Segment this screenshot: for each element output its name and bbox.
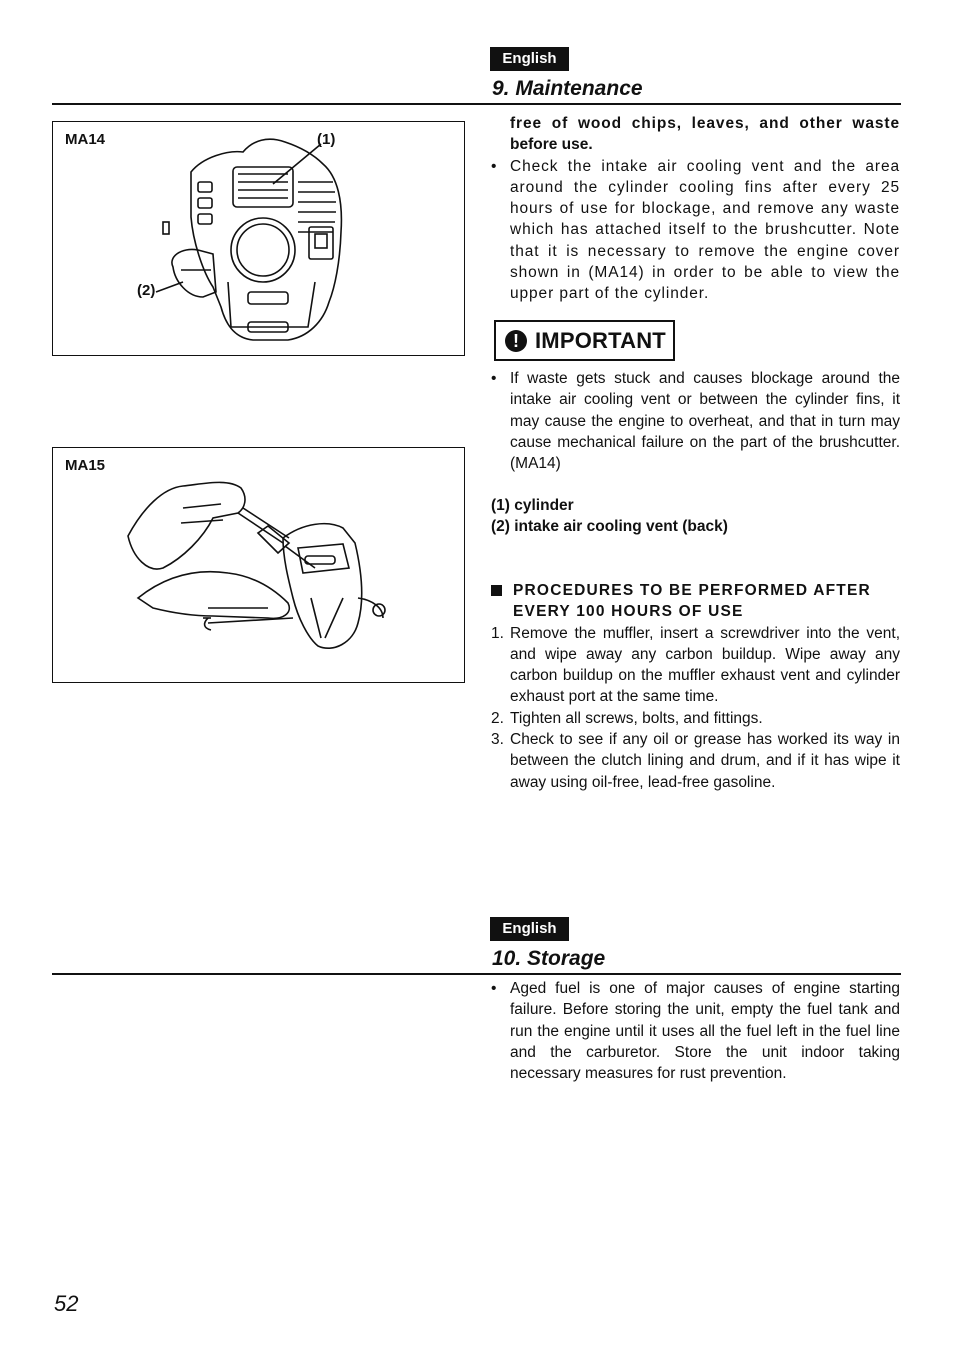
section-divider [52, 103, 901, 105]
intro-line-1: free of wood chips, leaves, and other waste [510, 115, 900, 132]
page-number: 52 [54, 1291, 79, 1316]
list-item [491, 156, 900, 305]
procedures-heading [491, 580, 900, 623]
procedures-heading-line-2: EVERY 100 HOURS OF USE [513, 603, 744, 621]
figure-label: MA15 [65, 457, 106, 474]
language-tag: English [490, 917, 569, 941]
procedures [491, 580, 900, 793]
important-label: IMPORTANT [535, 327, 666, 353]
list-item [491, 978, 900, 1084]
important-notice [494, 320, 675, 361]
step-text: Remove the muffler, insert a screwdriver into the vent, and wipe away any carbon buildup. Wipe away any carbon buildup on the muffler exhaust vent and cylinder exhaust port at the same time. [510, 624, 900, 706]
figure-legend [491, 495, 900, 538]
important-body [491, 368, 900, 474]
square-bullet-icon [491, 585, 502, 596]
callout-cylinder: (1) [317, 131, 336, 148]
bullet-mark: • [491, 370, 497, 387]
bullet-text: Check the intake air cooling vent and the area around the cylinder cooling fins after every 25 hours of use for blockage, and remove any waste which has attached itself to the brushcutter. Note that it is necessary to remove the engine cover shown in (MA14) in order to be able to view the upper part of the cylinder. [510, 157, 900, 303]
bullet-mark: • [491, 980, 497, 997]
numbered-step [491, 729, 900, 793]
list-item [491, 368, 900, 474]
storage-body [491, 978, 900, 1084]
engine-illustration [53, 122, 464, 355]
bullet-text: Aged fuel is one of major causes of engine starting failure. Before storing the unit, empty the fuel tank and run the engine until it uses all the fuel left in the fuel line and the carburetor. Store the unit indoor taking necessary measures for rust prevention. [510, 980, 900, 1083]
step-text: Tighten all screws, bolts, and fittings. [510, 709, 763, 727]
callout-intake-vent: (2) [137, 282, 156, 299]
numbered-step [491, 623, 900, 708]
figure-ma14 [52, 121, 465, 356]
bullet-mark: • [491, 157, 498, 175]
maintenance-body [491, 113, 900, 305]
step-number: 2. [491, 709, 504, 727]
section-divider [52, 973, 901, 975]
language-tag: English [490, 47, 569, 71]
legend-item-cylinder: (1) cylinder [491, 497, 574, 514]
intro-line-2: before use. [510, 136, 593, 154]
step-number: 1. [491, 624, 504, 642]
muffler-cleaning-illustration [53, 448, 464, 682]
figure-ma15 [52, 447, 465, 683]
section-title-storage: 10. Storage [492, 947, 606, 970]
exclamation-icon: ! [505, 330, 527, 352]
step-text: Check to see if any oil or grease has worked its way in between the clutch lining and drum, and if it has wipe it away using oil-free, lead-free gasoline. [510, 731, 900, 791]
legend-item-vent: (2) intake air cooling vent (back) [491, 518, 728, 536]
step-number: 3. [491, 731, 504, 749]
figure-label: MA14 [65, 131, 106, 148]
section-title-maintenance: 9. Maintenance [492, 77, 643, 100]
procedures-heading-line-1: PROCEDURES TO BE PERFORMED AFTER [513, 582, 871, 599]
bullet-text: If waste gets stuck and causes blockage around the intake air cooling vent or between the cylinder fins, it may cause the engine to overheat, and that in turn may cause mechanical failure on the part of the brushcutter. (MA14) [510, 370, 900, 473]
numbered-step [491, 708, 900, 729]
